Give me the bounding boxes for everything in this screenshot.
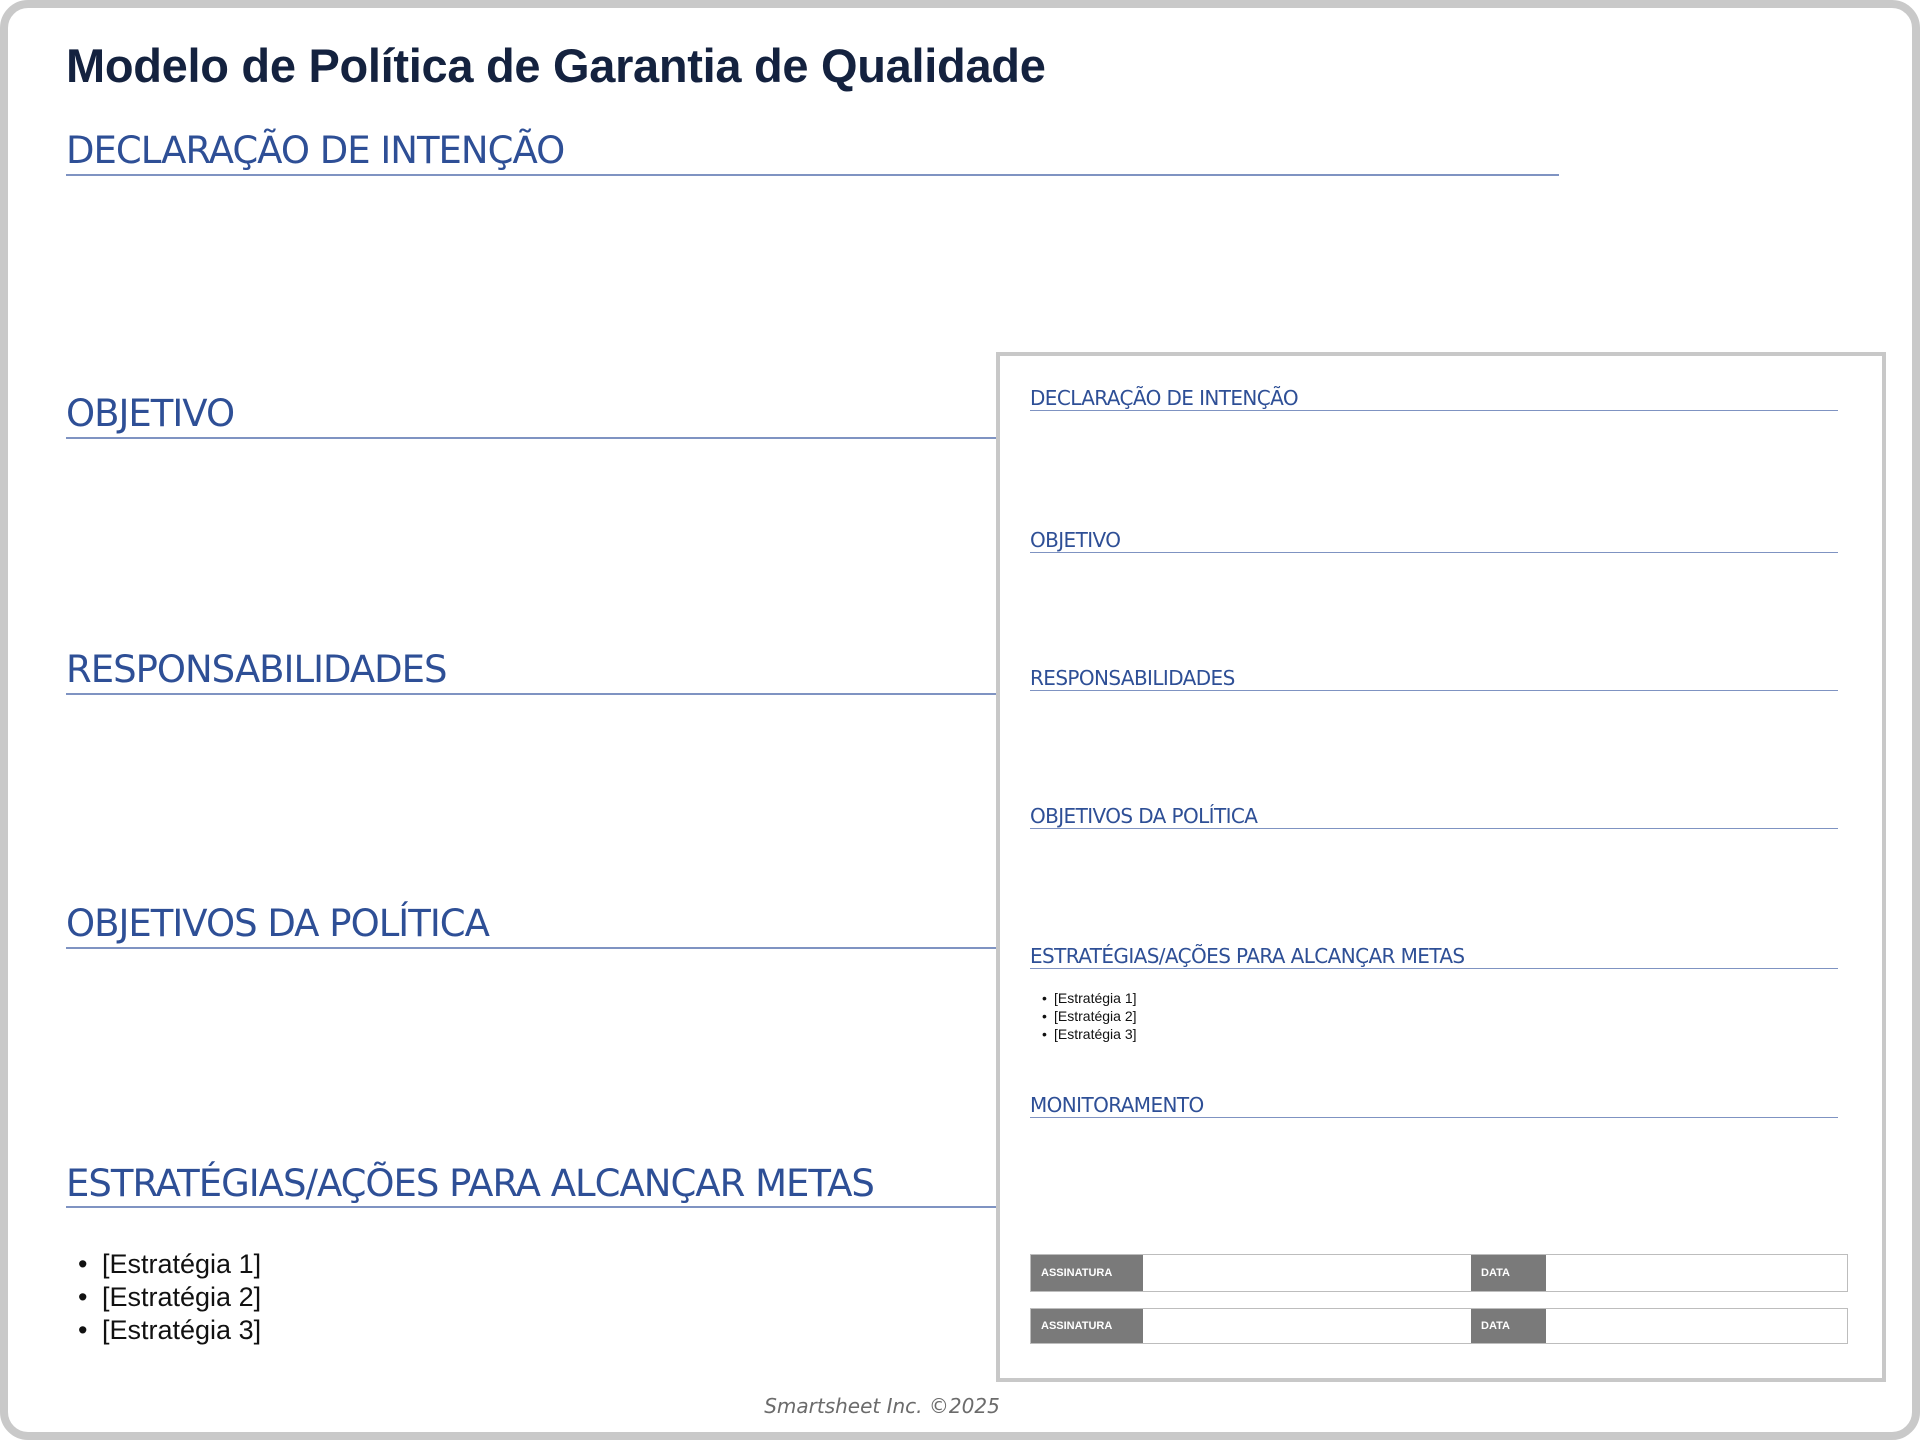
list-item: • [Estratégia 1] [1042,989,1137,1007]
section-rule-policy-objectives [66,947,996,949]
section-rule-strategies [66,1206,996,1208]
preview-rule-objective [1030,552,1838,553]
section-heading-policy-objectives: OBJETIVOS DA POLÍTICA [66,902,489,945]
date-field[interactable] [1546,1309,1847,1343]
section-rule-responsibilities [66,693,996,695]
signature-row [1030,1308,1848,1344]
signature-label: ASSINATURA [1031,1309,1143,1343]
preview-rule-responsibilities [1030,690,1838,691]
date-label: DATA [1471,1309,1546,1343]
strategy-list [78,1248,261,1347]
section-rule-objective [66,437,996,439]
template-preview [996,352,1886,1382]
list-item: • [Estratégia 2] [78,1281,261,1314]
signature-field[interactable] [1143,1255,1471,1291]
section-heading-responsibilities: RESPONSABILIDADES [66,648,447,691]
preview-heading-policy-objectives: OBJETIVOS DA POLÍTICA [1030,804,1258,828]
list-item: • [Estratégia 3] [78,1314,261,1347]
section-rule-intent [66,174,1559,176]
section-heading-strategies: ESTRATÉGIAS/AÇÕES PARA ALCANÇAR METAS [66,1162,874,1205]
preview-rule-policy-objectives [1030,828,1838,829]
signature-row [1030,1254,1848,1292]
date-label: DATA [1471,1255,1546,1291]
preview-strategy-list [1042,989,1137,1043]
footer-copyright: Smartsheet Inc. ©2025 [764,1394,1000,1418]
signature-label: ASSINATURA [1031,1255,1143,1291]
signature-field[interactable] [1143,1309,1471,1343]
list-item: • [Estratégia 1] [78,1248,261,1281]
preview-heading-strategies: ESTRATÉGIAS/AÇÕES PARA ALCANÇAR METAS [1030,944,1465,968]
section-heading-objective: OBJETIVO [66,392,235,435]
list-item: • [Estratégia 2] [1042,1007,1137,1025]
date-field[interactable] [1546,1255,1847,1291]
preview-rule-intent [1030,410,1838,411]
preview-heading-intent: DECLARAÇÃO DE INTENÇÃO [1030,386,1299,410]
page-title: Modelo de Política de Garantia de Qualidade [66,39,1046,92]
list-item: • [Estratégia 3] [1042,1025,1137,1043]
preview-rule-strategies [1030,968,1838,969]
preview-heading-objective: OBJETIVO [1030,528,1121,552]
preview-heading-responsibilities: RESPONSABILIDADES [1030,666,1235,690]
preview-rule-monitoring [1030,1117,1838,1118]
section-heading-intent: DECLARAÇÃO DE INTENÇÃO [66,129,565,172]
preview-heading-monitoring: MONITORAMENTO [1030,1093,1204,1117]
